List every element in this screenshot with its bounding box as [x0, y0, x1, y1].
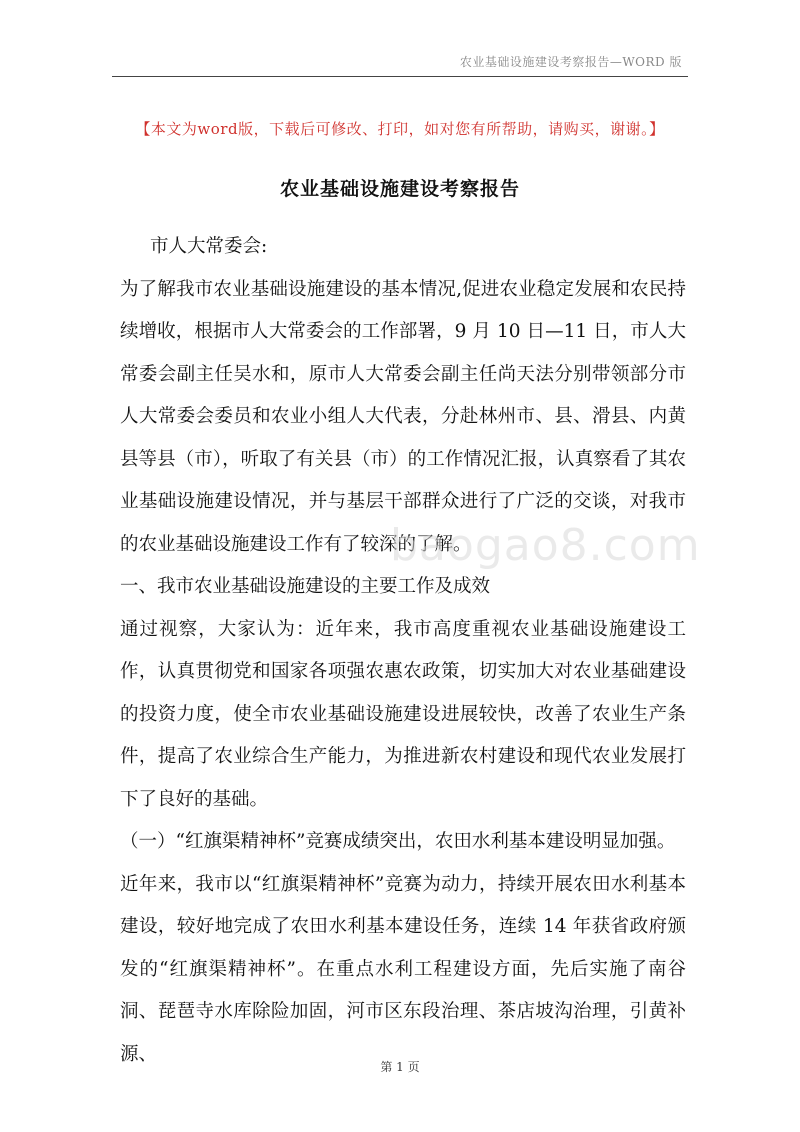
- watermark: baogao8.com: [390, 520, 701, 571]
- paragraph: 为了解我市农业基础设施建设的基本情况,促进农业稳定发展和农民持续增收，根据市人大常委会的工作部署，9 月 10 日—11 日，市人大常委会副主任吴水和，原市人大常委会副主任尚天法分别带领部分市人大常委会委员和农业小组人大代表，分赴林州市、县、滑县、内黄县等县（市），听取了有关县（市）的工作情况汇报，认真察看了其农业基础设施建设情况，并与基层干部群众进行了广泛的交谈，对我市的农业基础设施建设工作有了较深的了解。: [120, 278, 686, 555]
- running-header: 农业基础设施建设考察报告—WORD 版: [459, 55, 682, 69]
- header-divider: [112, 76, 688, 77]
- document-body: [120, 226, 686, 1076]
- salutation: 市人大常委会:: [150, 236, 268, 257]
- subsection-heading: （一）“红旗渠精神杯”竞赛成绩突出，农田水利基本建设明显加强。: [120, 831, 676, 852]
- document-title: 农业基础设施建设考察报告: [279, 178, 520, 200]
- paragraph: 近年来，我市以“红旗渠精神杯”竞赛为动力，持续开展农田水利基本建设，较好地完成了农田水利基本建设任务，连续 14 年获省政府颁发的“红旗渠精神杯”。在重点水利工程建设方面，先后实施了南谷洞、琵琶寺水库除险加固，河市区东段治理、茶店坡沟治理，引黄补源、: [120, 873, 686, 1065]
- paragraph: 通过视察，大家认为：近年来，我市高度重视农业基础设施建设工作，认真贯彻党和国家各项强农惠农政策，切实加大对农业基础建设的投资力度，使全市农业基础设施建设进展较快，改善了农业生产条件，提高了农业综合生产能力，为推进新农村建设和现代农业发展打下了良好的基础。: [120, 618, 686, 810]
- page-number: 第 1 页: [380, 1060, 420, 1074]
- section-heading: 一、我市农业基础设施建设的主要工作及成效: [120, 576, 491, 597]
- download-notice: 【本文为word版，下载后可修改、打印，如对您有所帮助，请购买，谢谢。】: [135, 120, 665, 138]
